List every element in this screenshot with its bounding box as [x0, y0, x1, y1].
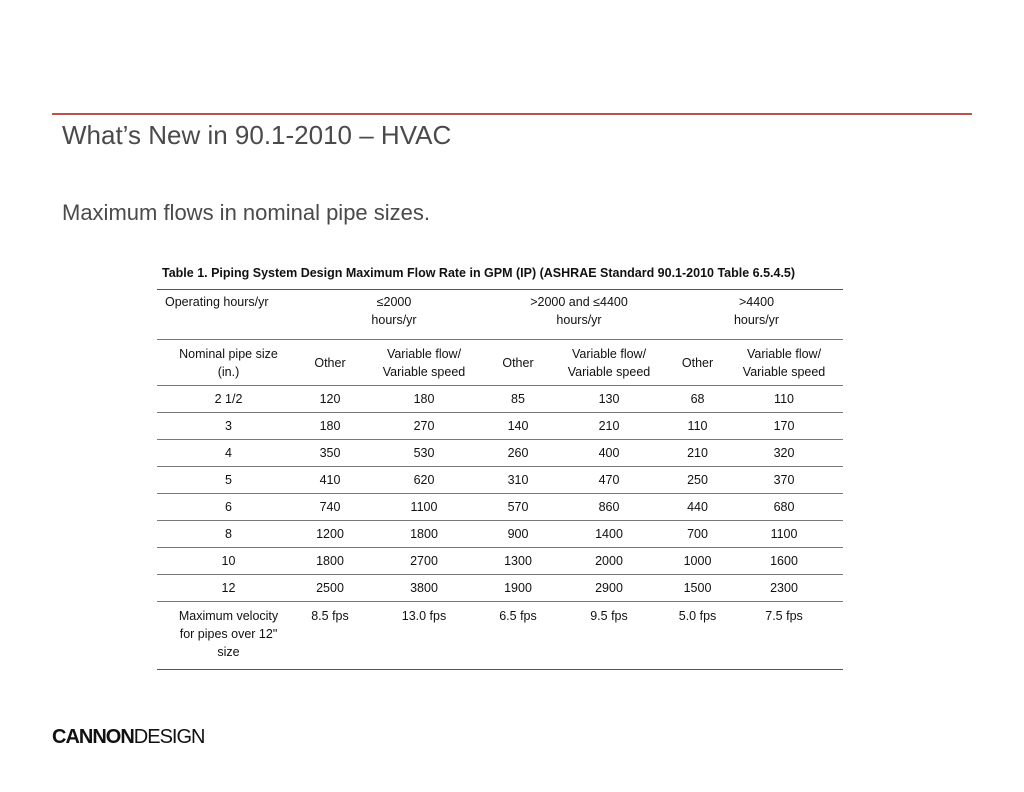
table-cell: 2500: [300, 575, 360, 602]
table-row: [157, 440, 843, 467]
table-cell: 68: [670, 386, 725, 413]
table-cell: 2900: [548, 575, 670, 602]
table-cell: 85: [488, 386, 548, 413]
table-cell: 1200: [300, 521, 360, 548]
table-cell: 1400: [548, 521, 670, 548]
table-cell: 530: [360, 440, 488, 467]
table-caption: Table 1. Piping System Design Maximum Flow Rate in GPM (IP) (ASHRAE Standard 90.1-2010 Table 6.5.4.5): [162, 266, 796, 280]
table-cell: 1800: [360, 521, 488, 548]
table-cell: 1100: [725, 521, 843, 548]
table-cell: 350: [300, 440, 360, 467]
table-cell: 410: [300, 467, 360, 494]
range-line1: >2000 and ≤4400: [530, 295, 628, 309]
table-row: [157, 575, 843, 602]
other-header: Other: [670, 340, 725, 386]
table-cell: 470: [548, 467, 670, 494]
table-cell: 1300: [488, 548, 548, 575]
table-cell: 2000: [548, 548, 670, 575]
header-line2: Variable speed: [567, 364, 651, 379]
header-line1: Nominal pipe size: [179, 346, 278, 361]
pipe-size-cell: 2 1/2: [157, 386, 300, 413]
flow-rate-table: [157, 289, 843, 670]
pipe-size-cell: 3: [157, 413, 300, 440]
header-line2: Variable speed: [742, 364, 826, 379]
range-header: [670, 290, 843, 340]
table-cell: 270: [360, 413, 488, 440]
range-line2: hours/yr: [556, 313, 602, 327]
table-row: [157, 521, 843, 548]
table-cell: 400: [548, 440, 670, 467]
table-cell: 680: [725, 494, 843, 521]
header-line1: Variable flow/: [386, 346, 462, 361]
other-header: Other: [488, 340, 548, 386]
table-cell: 440: [670, 494, 725, 521]
table-cell: 110: [670, 413, 725, 440]
table-cell: 320: [725, 440, 843, 467]
table-row: [157, 548, 843, 575]
velocity-cell: 6.5 fps: [488, 602, 548, 670]
column-header-row: [157, 340, 843, 386]
pipe-size-cell: 8: [157, 521, 300, 548]
variable-flow-header: [725, 340, 843, 386]
range-line1: ≤2000: [376, 295, 412, 309]
header-line2: Variable speed: [382, 364, 466, 379]
table-cell: 1500: [670, 575, 725, 602]
pipe-size-cell: 6: [157, 494, 300, 521]
range-line2: hours/yr: [733, 313, 780, 327]
table-cell: 120: [300, 386, 360, 413]
velocity-label-line3: size: [217, 645, 240, 659]
velocity-cell: 7.5 fps: [725, 602, 843, 670]
logo-part2: DESIGN: [133, 726, 205, 748]
header-line2: (in.): [217, 364, 240, 379]
table-cell: 740: [300, 494, 360, 521]
pipe-size-cell: 12: [157, 575, 300, 602]
table-cell: 310: [488, 467, 548, 494]
title-divider: [52, 113, 972, 115]
table-cell: 1900: [488, 575, 548, 602]
slide-subtitle: Maximum flows in nominal pipe sizes.: [62, 200, 431, 225]
table-cell: 110: [725, 386, 843, 413]
table-cell: 210: [548, 413, 670, 440]
table-row: [157, 494, 843, 521]
table-cell: 2700: [360, 548, 488, 575]
table-cell: 1600: [725, 548, 843, 575]
table-cell: 250: [670, 467, 725, 494]
velocity-cell: 5.0 fps: [670, 602, 725, 670]
header-line1: Variable flow/: [571, 346, 647, 361]
range-line2: hours/yr: [371, 313, 417, 327]
table-cell: 130: [548, 386, 670, 413]
table-cell: 570: [488, 494, 548, 521]
table-cell: 180: [300, 413, 360, 440]
table-cell: 260: [488, 440, 548, 467]
velocity-label-line2: for pipes over 12": [179, 627, 278, 641]
pipe-size-cell: 5: [157, 467, 300, 494]
velocity-label: [157, 602, 300, 670]
table-cell: 860: [548, 494, 670, 521]
table-cell: 1800: [300, 548, 360, 575]
table-cell: 620: [360, 467, 488, 494]
range-header: [300, 290, 488, 340]
table-cell: 900: [488, 521, 548, 548]
table-cell: 1100: [360, 494, 488, 521]
slide-title: What’s New in 90.1-2010 – HVAC: [62, 120, 452, 150]
other-header: Other: [300, 340, 360, 386]
header-line1: Variable flow/: [746, 346, 822, 361]
operating-hours-label: Operating hours/yr: [165, 295, 269, 309]
table-cell: 140: [488, 413, 548, 440]
cannondesign-logo: [52, 726, 204, 749]
table-cell: 180: [360, 386, 488, 413]
pipe-size-cell: 4: [157, 440, 300, 467]
table-cell: 3800: [360, 575, 488, 602]
pipe-size-header: [157, 340, 300, 386]
table-cell: 2300: [725, 575, 843, 602]
velocity-cell: 13.0 fps: [360, 602, 488, 670]
logo-part1: CANNON: [52, 726, 134, 748]
table-row: [157, 467, 843, 494]
table-cell: 700: [670, 521, 725, 548]
velocity-row: [157, 602, 843, 670]
table-row: [157, 386, 843, 413]
table-cell: 370: [725, 467, 843, 494]
table-row: [157, 413, 843, 440]
variable-flow-header: [360, 340, 488, 386]
velocity-label-line1: Maximum velocity: [178, 609, 279, 623]
operating-hours-row: [157, 290, 843, 340]
table-cell: 1000: [670, 548, 725, 575]
velocity-cell: 8.5 fps: [300, 602, 360, 670]
velocity-cell: 9.5 fps: [548, 602, 670, 670]
pipe-size-cell: 10: [157, 548, 300, 575]
range-line1: >4400: [738, 295, 775, 309]
variable-flow-header: [548, 340, 670, 386]
table-cell: 170: [725, 413, 843, 440]
range-header: [488, 290, 670, 340]
table-cell: 210: [670, 440, 725, 467]
